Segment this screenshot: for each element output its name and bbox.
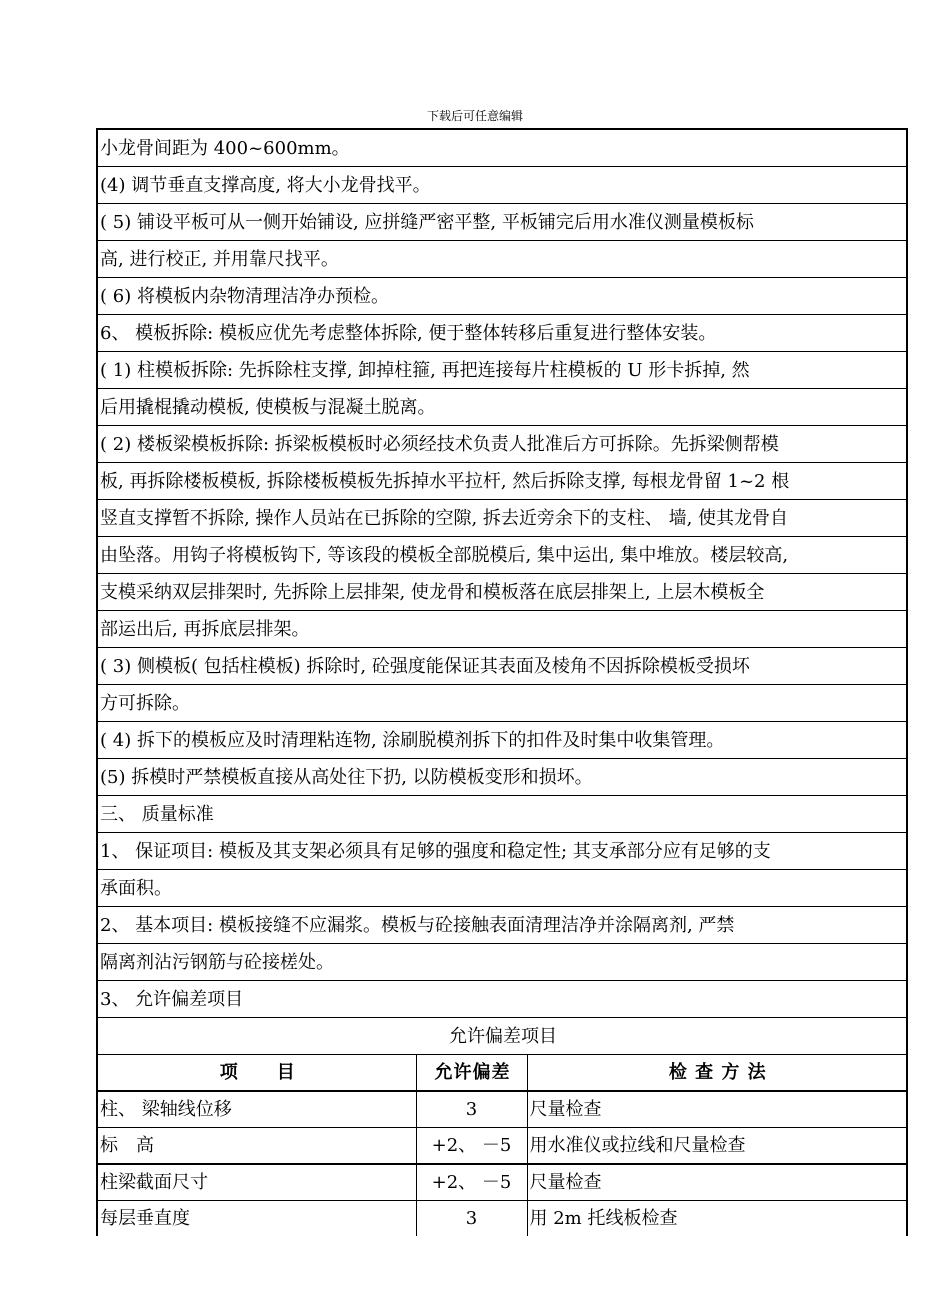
table-row <box>98 1164 906 1201</box>
deviation-table <box>98 1055 906 1236</box>
text-line: 小龙骨间距为 400~600mm。 <box>98 130 906 167</box>
item-cell: 柱、 梁轴线位移 <box>98 1091 416 1128</box>
text-line: 方可拆除。 <box>98 685 906 722</box>
text-line: 由坠落。用钩子将模板钩下, 等该段的模板全部脱模后, 集中运出, 集中堆放。楼层较高, <box>98 537 906 574</box>
item-cell: 标 高 <box>98 1128 416 1165</box>
text-line: ( 6) 将模板内杂物清理洁净办预检。 <box>98 278 906 315</box>
text-line: 支模采纳双层排架时, 先拆除上层排架, 使龙骨和模板落在底层排架上, 上层木模板全 <box>98 574 906 611</box>
tolerance-cell: 3 <box>416 1091 527 1128</box>
table-caption: 允许偏差项目 <box>98 1018 906 1055</box>
method-cell: 尺量检查 <box>527 1164 906 1201</box>
text-line: 1、 保证项目: 模板及其支架必须具有足够的强度和稳定性; 其支承部分应有足够的支 <box>98 833 906 870</box>
section-heading: 三、 质量标准 <box>98 796 906 833</box>
table-row <box>98 1201 906 1237</box>
method-cell: 用 2m 托线板检查 <box>527 1201 906 1237</box>
method-cell: 用水准仪或拉线和尺量检查 <box>527 1128 906 1165</box>
text-line: 承面积。 <box>98 870 906 907</box>
tolerance-cell: 3 <box>416 1201 527 1237</box>
table-header-row <box>98 1055 906 1091</box>
text-line: 后用撬棍撬动模板, 使模板与混凝土脱离。 <box>98 389 906 426</box>
page-header-note: 下载后可任意编辑 <box>426 109 523 123</box>
table-row <box>98 1128 906 1165</box>
method-cell: 尺量检查 <box>527 1091 906 1128</box>
item-cell: 每层垂直度 <box>100 1208 190 1229</box>
text-line: ( 4) 拆下的模板应及时清理粘连物, 涂刷脱模剂拆下的扣件及时集中收集管理。 <box>98 722 906 759</box>
text-line: 板, 再拆除楼板模板, 拆除楼板模板先拆掉水平拉杆, 然后拆除支撑, 每根龙骨留 1~2 根 <box>98 463 906 500</box>
document-table <box>96 128 908 1236</box>
tolerance-cell: +2、 －5 <box>416 1164 527 1201</box>
text-line: 2、 基本项目: 模板接缝不应漏浆。模板与砼接触表面清理洁净并涂隔离剂, 严禁 <box>98 907 906 944</box>
tolerance-cell: +2、 －5 <box>416 1128 527 1165</box>
text-line: (4) 调节垂直支撑高度, 将大小龙骨找平。 <box>98 167 906 204</box>
column-header-tolerance: 允许偏差 <box>416 1055 527 1091</box>
column-header-item: 项 目 <box>98 1055 416 1091</box>
column-header-method: 检 查 方 法 <box>527 1055 906 1091</box>
text-line: ( 1) 柱模板拆除: 先拆除柱支撑, 卸掉柱箍, 再把连接每片柱模板的 U 形卡拆掉, 然 <box>98 352 906 389</box>
text-line: 竖直支撑暂不拆除, 操作人员站在已拆除的空隙, 拆去近旁余下的支柱、 墙, 使其龙骨自 <box>98 500 906 537</box>
item-cell: 柱梁截面尺寸 <box>98 1164 416 1201</box>
text-line: (5) 拆模时严禁模板直接从高处往下扔, 以防模板变形和损坏。 <box>98 759 906 796</box>
text-line: 高, 进行校正, 并用靠尺找平。 <box>98 241 906 278</box>
text-line: ( 2) 楼板梁模板拆除: 拆梁板模板时必须经技术负责人批准后方可拆除。先拆梁侧帮模 <box>98 426 906 463</box>
text-line: ( 5) 铺设平板可从一侧开始铺设, 应拼缝严密平整, 平板铺完后用水准仪测量模板标 <box>98 204 906 241</box>
text-line: ( 3) 侧模板( 包括柱模板) 拆除时, 砼强度能保证其表面及棱角不因拆除模板受损坏 <box>98 648 906 685</box>
table-row <box>98 1091 906 1128</box>
text-line: 3、 允许偏差项目 <box>98 981 906 1018</box>
text-line: 隔离剂沾污钢筋与砼接槎处。 <box>98 944 906 981</box>
text-line: 部运出后, 再拆底层排架。 <box>98 611 906 648</box>
text-line: 6、 模板拆除: 模板应优先考虑整体拆除, 便于整体转移后重复进行整体安装。 <box>98 315 906 352</box>
